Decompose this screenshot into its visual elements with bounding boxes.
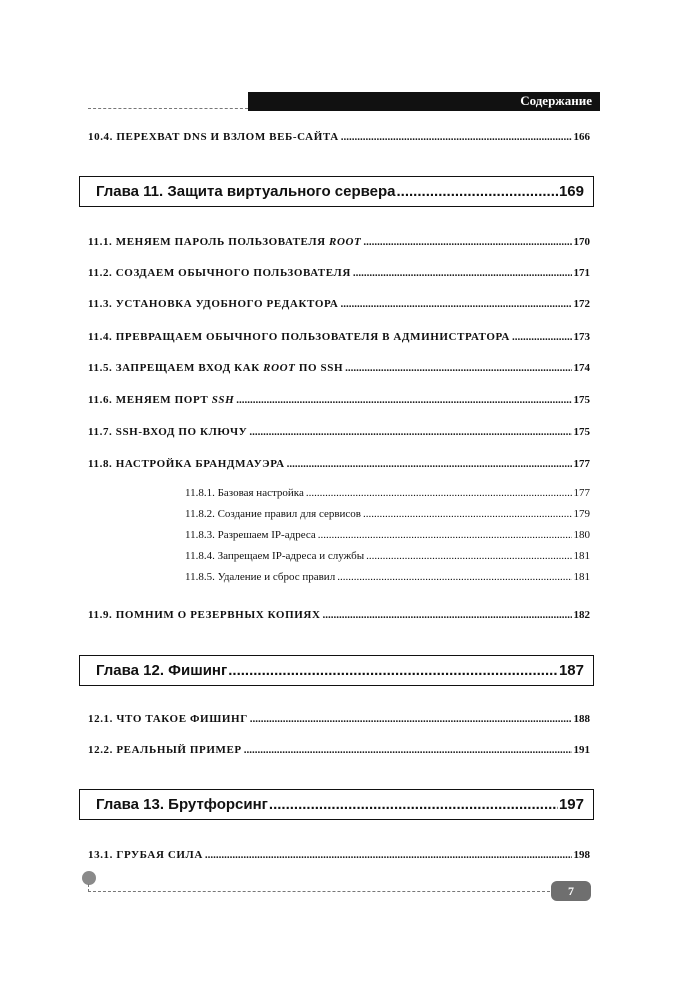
dot-leader xyxy=(287,458,572,470)
toc-subentry-11-8-4[interactable] xyxy=(185,550,590,562)
toc-label: 11.8.1. Базовая настройка xyxy=(185,487,304,499)
toc-label: 11.1. МЕНЯЕМ ПАРОЛЬ ПОЛЬЗОВАТЕЛЯ ROOT xyxy=(88,236,362,248)
dot-leader xyxy=(353,267,572,279)
toc-page: 177 xyxy=(573,487,590,499)
toc-entry-11-2[interactable] xyxy=(88,267,590,279)
toc-label: 11.4. ПРЕВРАЩАЕМ ОБЫЧНОГО ПОЛЬЗОВАТЕЛЯ В АДМИНИСТРАТОРА xyxy=(88,331,510,343)
toc-subentry-11-8-2[interactable] xyxy=(185,508,590,520)
dot-leader xyxy=(337,571,571,583)
toc-label: 10.4. ПЕРЕХВАТ DNS И ВЗЛОМ ВЕБ-САЙТА xyxy=(88,131,339,143)
toc-subentry-11-8-5[interactable] xyxy=(185,571,590,583)
dot-leader xyxy=(249,426,571,438)
toc-entry-12-1[interactable] xyxy=(88,713,590,725)
toc-page: 177 xyxy=(573,458,590,470)
dot-leader xyxy=(244,744,572,756)
dot-leader xyxy=(318,529,572,541)
chapter-title: Глава 12. Фишинг xyxy=(96,662,228,679)
toc-label: 11.8.3. Разрешаем IP-адреса xyxy=(185,529,316,541)
dot-leader xyxy=(363,236,571,248)
toc-page: 175 xyxy=(573,394,590,406)
toc-label: 11.8.2. Создание правил для сервисов xyxy=(185,508,361,520)
chapter-11-box[interactable] xyxy=(79,176,594,207)
toc-page: 179 xyxy=(573,508,590,520)
chapter-page: 169 xyxy=(558,183,584,200)
toc-page: 180 xyxy=(573,529,590,541)
toc-page: 191 xyxy=(573,744,590,756)
toc-label: 11.3. УСТАНОВКА УДОБНОГО РЕДАКТОРА xyxy=(88,298,339,310)
toc-entry-11-9[interactable] xyxy=(88,609,590,621)
toc-page: 182 xyxy=(573,609,590,621)
dot-leader xyxy=(340,298,571,310)
toc-page: 198 xyxy=(573,849,590,861)
toc-label: 11.9. ПОМНИМ О РЕЗЕРВНЫХ КОПИЯХ xyxy=(88,609,321,621)
toc-page: 166 xyxy=(573,131,590,143)
toc-subentry-11-8-1[interactable] xyxy=(185,487,590,499)
toc-label: 11.7. SSH-ВХОД ПО КЛЮЧУ xyxy=(88,426,248,438)
page-number-badge: 7 xyxy=(551,881,591,901)
chapter-page: 197 xyxy=(558,796,584,813)
toc-label: 11.5. ЗАПРЕЩАЕМ ВХОД КАК ROOT ПО SSH xyxy=(88,362,344,374)
toc-page: 173 xyxy=(573,331,590,343)
toc-page: 181 xyxy=(573,571,590,583)
toc-page: 170 xyxy=(573,236,590,248)
toc-entry-11-7[interactable] xyxy=(88,426,590,438)
header-title: Содержание xyxy=(520,93,592,108)
toc-page: 172 xyxy=(573,298,590,310)
toc-entry-10-4[interactable] xyxy=(88,131,590,143)
dot-leader xyxy=(345,362,571,374)
toc-label: 11.8. НАСТРОЙКА БРАНДМАУЭРА xyxy=(88,458,285,470)
dot-leader xyxy=(306,487,572,499)
dot-leader xyxy=(363,508,572,520)
toc-label: 11.6. МЕНЯЕМ ПОРТ SSH xyxy=(88,394,235,406)
dot-leader xyxy=(397,183,558,200)
toc-page: 181 xyxy=(573,550,590,562)
toc-page: 174 xyxy=(573,362,590,374)
footer-dashed-rule xyxy=(88,891,550,892)
dot-leader xyxy=(269,796,558,813)
dot-leader xyxy=(250,713,572,725)
chapter-title: Глава 13. Брутфорсинг xyxy=(96,796,268,813)
header-bar xyxy=(248,92,600,111)
toc-entry-11-5[interactable] xyxy=(88,362,590,374)
toc-label: 12.2. РЕАЛЬНЫЙ ПРИМЕР xyxy=(88,744,242,756)
dot-leader xyxy=(512,331,572,343)
dot-leader xyxy=(228,662,558,679)
toc-entry-13-1[interactable] xyxy=(88,849,590,861)
dot-leader xyxy=(236,394,571,406)
toc-entry-11-8[interactable] xyxy=(88,458,590,470)
toc-subentry-11-8-3[interactable] xyxy=(185,529,590,541)
header-dashed-rule xyxy=(88,108,248,109)
toc-label: 12.1. ЧТО ТАКОЕ ФИШИНГ xyxy=(88,713,248,725)
toc-entry-11-3[interactable] xyxy=(88,298,590,310)
dot-leader xyxy=(205,849,572,861)
toc-page: 175 xyxy=(573,426,590,438)
toc-label: 11.8.4. Запрещаем IP-адреса и службы xyxy=(185,550,365,562)
toc-page: 171 xyxy=(573,267,590,279)
toc-entry-11-6[interactable] xyxy=(88,394,590,406)
toc-entry-11-1[interactable] xyxy=(88,236,590,248)
toc-entry-11-4[interactable] xyxy=(88,331,590,343)
chapter-13-box[interactable] xyxy=(79,789,594,820)
toc-page: 188 xyxy=(573,713,590,725)
chapter-title: Глава 11. Защита виртуального сервера xyxy=(96,183,396,200)
dot-leader xyxy=(366,550,571,562)
toc-label: 13.1. ГРУБАЯ СИЛА xyxy=(88,849,203,861)
chapter-12-box[interactable] xyxy=(79,655,594,686)
toc-label: 11.8.5. Удаление и сброс правил xyxy=(185,571,336,583)
toc-entry-12-2[interactable] xyxy=(88,744,590,756)
toc-label: 11.2. СОЗДАЕМ ОБЫЧНОГО ПОЛЬЗОВАТЕЛЯ xyxy=(88,267,351,279)
dot-leader xyxy=(323,609,572,621)
footer-dot xyxy=(82,871,96,885)
dot-leader xyxy=(341,131,572,143)
chapter-page: 187 xyxy=(558,662,584,679)
